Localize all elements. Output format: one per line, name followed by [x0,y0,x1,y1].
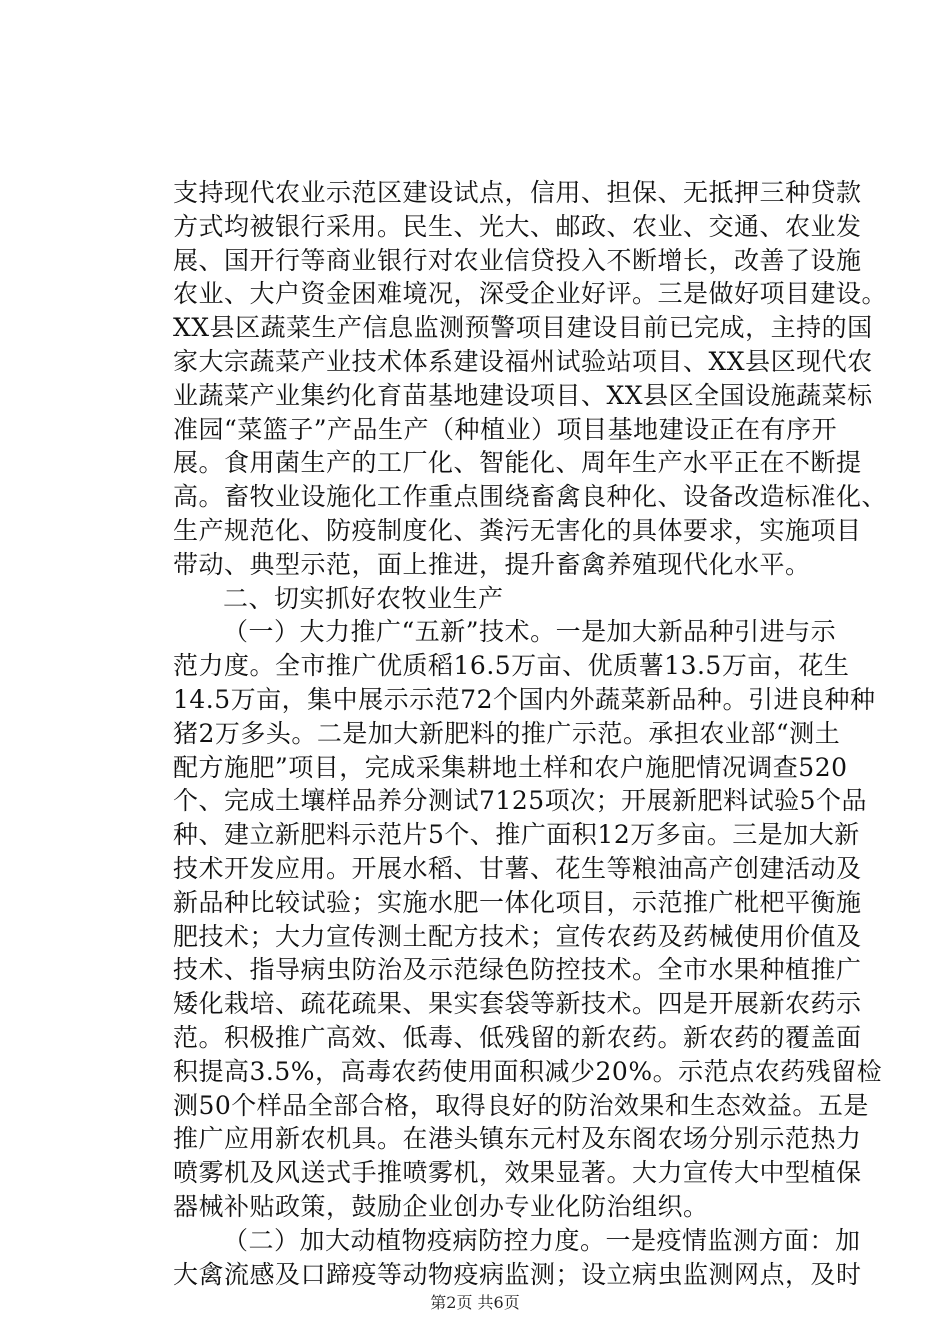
page-footer: 第2页 共6页 [430,1293,520,1312]
text-line: 14.5万亩，集中展示示范72个国内外蔬菜新品种。引进良种种 [173,684,876,714]
text-line: 种、建立新肥料示范片5个、推广面积12万多亩。三是加大新 [173,820,860,850]
text-line: 肥技术；大力宣传测土配方技术；宣传农药及药械使用价值及 [173,921,862,951]
text-line: 配方施肥”项目，完成采集耕地土样和农户施肥情况调查520 [173,752,848,782]
text-line: 器械补贴政策，鼓励企业创办专业化防治组织。 [173,1191,709,1221]
text-line: 业蔬菜产业集约化育苗基地建设项目、XX县区全国设施蔬菜标 [173,380,873,410]
text-line: 矮化栽培、疏花疏果、果实套袋等新技术。四是开展新农药示 [173,989,862,1019]
text-line: XX县区蔬菜生产信息监测预警项目建设目前已完成，主持的国 [173,313,873,343]
text-line: 高。畜牧业设施化工作重点围绕畜禽良种化、设备改造标准化、 [173,482,888,512]
text-line: 技术开发应用。开展水稻、甘薯、花生等粮油高产创建活动及 [173,853,862,883]
text-line: 带动、典型示范，面上推进，提升畜禽养殖现代化水平。 [173,549,811,579]
text-line: 准园“菜篮子”产品生产（种植业）项目基地建设正在有序开 [173,414,838,444]
text-line: 猪2万多头。二是加大新肥料的推广示范。承担农业部“测土 [173,718,841,748]
text-line: 范。积极推广高效、低毒、低残留的新农药。新农药的覆盖面 [173,1022,862,1052]
text-line: 生产规范化、防疫制度化、粪污无害化的具体要求，实施项目 [173,515,862,545]
section-heading: 二、切实抓好农牧业生产 [223,583,504,613]
text-line: 家大宗蔬菜产业技术体系建设福州试验站项目、XX县区现代农 [173,346,873,376]
subsection-heading-line: （二）加大动植物疫病防控力度。一是疫情监测方面：加 [223,1225,861,1255]
text-line: 个、完成土壤样品养分测试7125项次；开展新肥料试验5个品 [173,786,868,816]
text-line: 技术、指导病虫防治及示范绿色防控技术。全市水果种植推广 [173,955,862,985]
text-line: 展。食用菌生产的工厂化、智能化、周年生产水平正在不断提 [173,448,862,478]
text-line: 新品种比较试验；实施水肥一体化项目，示范推广枇杷平衡施 [173,887,862,917]
text-line: 农业、大户资金困难境况，深受企业好评。三是做好项目建设。 [173,279,888,309]
text-line: 推广应用新农机具。在港头镇东元村及东阁农场分别示范热力 [173,1124,862,1154]
text-line: 支持现代农业示范区建设试点，信用、担保、无抵押三种贷款 [173,178,862,207]
text-line: 测50个样品全部合格，取得良好的防治效果和生态效益。五是 [173,1090,869,1120]
text-line: 积提高3.5%，高毒农药使用面积减少20%。示范点农药残留检 [173,1056,883,1086]
text-line: 大禽流感及口蹄疫等动物疫病监测；设立病虫监测网点，及时 [173,1259,862,1289]
document-body [173,176,888,1291]
subsection-heading-line: （一）大力推广“五新”技术。一是加大新品种引进与示 [223,617,837,647]
text-line: 方式均被银行采用。民生、光大、邮政、农业、交通、农业发 [173,211,862,241]
text-line: 范力度。全市推广优质稻16.5万亩、优质薯13.5万亩，花生 [173,651,850,681]
text-line: 展、国开行等商业银行对农业信贷投入不断增长，改善了设施 [173,245,862,275]
text-line: 喷雾机及风送式手推喷雾机，效果显著。大力宣传大中型植保 [173,1158,862,1188]
